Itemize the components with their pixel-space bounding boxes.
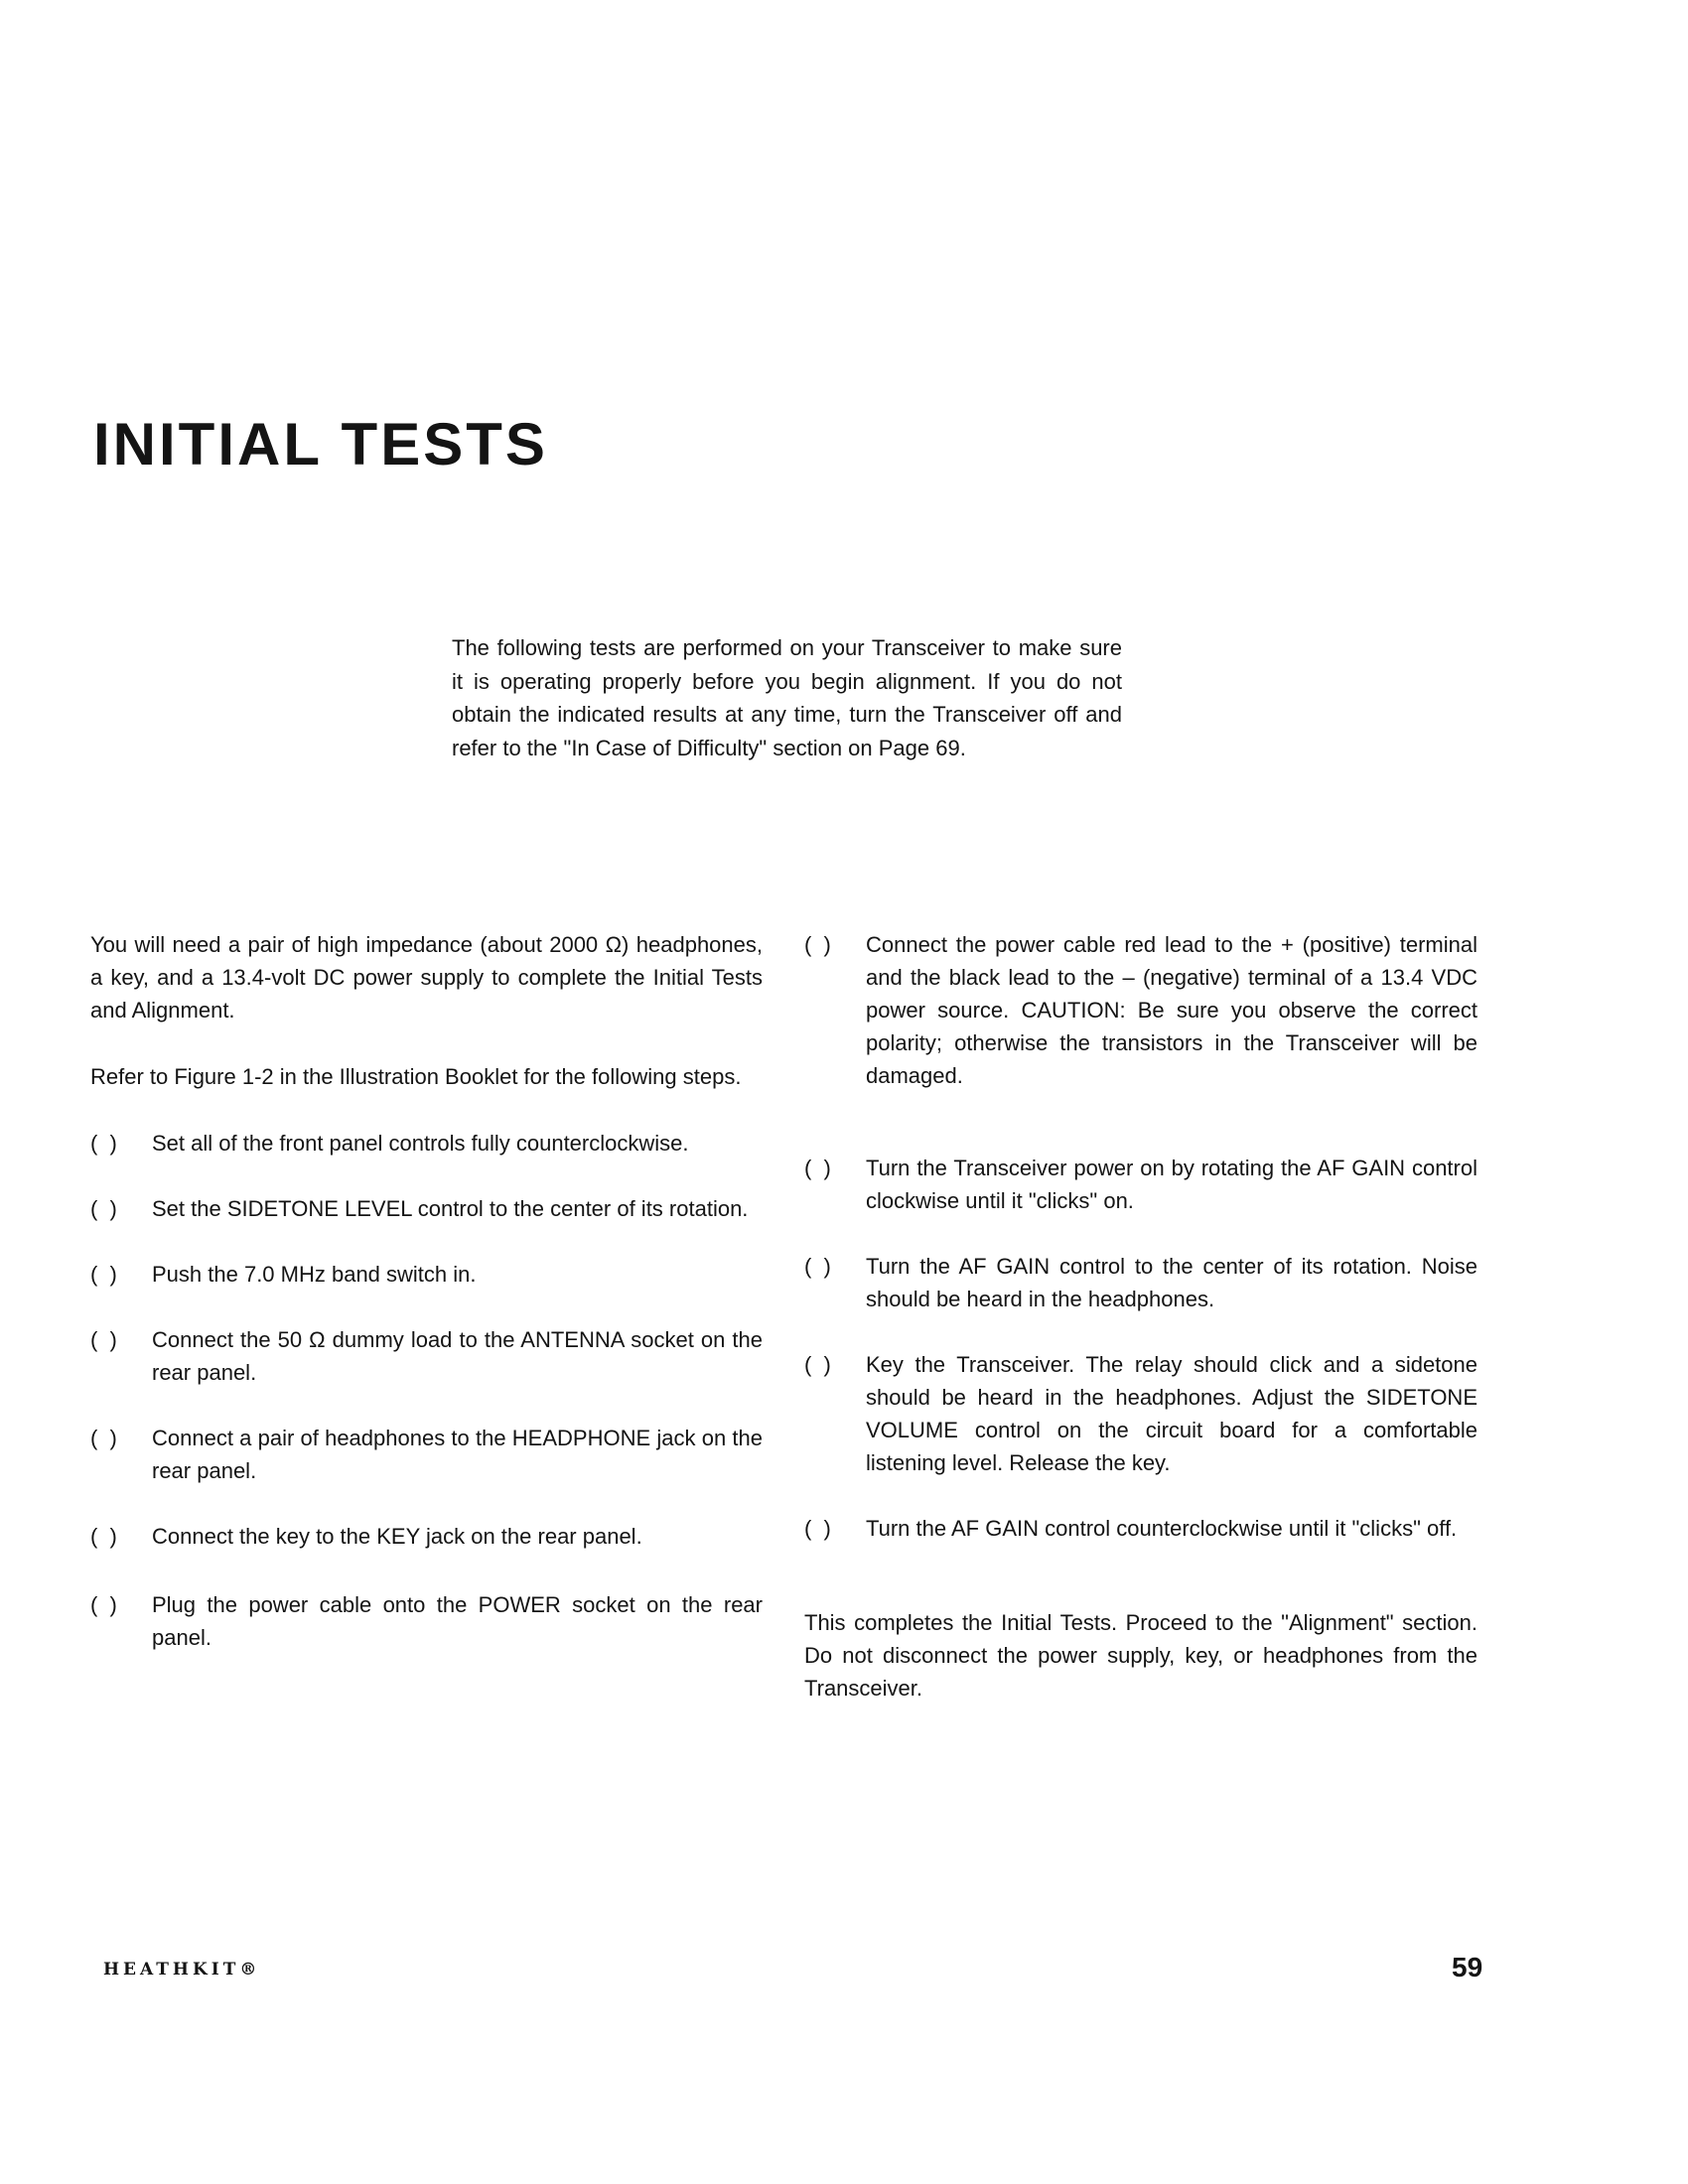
checkbox[interactable]: ( ) [90, 1262, 117, 1287]
step-text: Key the Transceiver. The relay should click and a sidetone should be heard in the headphones. Adjust the SIDETONE VOLUME control on the circuit board for a comfortable listening level. Release the key. [866, 1352, 1477, 1475]
checkbox[interactable]: ( ) [90, 1327, 117, 1352]
step-text: Connect a pair of headphones to the HEADPHONE jack on the rear panel. [152, 1426, 763, 1483]
intro-paragraph: The following tests are performed on your Transceiver to make sure it is operating properly before you begin alignment. If you do not obtain the indicated results at any time, turn the Transceiver off and refer to the "In Case of Difficulty" section on Page 69. [452, 635, 1122, 760]
closing-paragraph: This completes the Initial Tests. Proceed to the "Alignment" section. Do not disconnect the power supply, key, or headphones from the Transceiver. [804, 1610, 1477, 1701]
checklist-step [90, 1422, 763, 1487]
step-text: Connect the key to the KEY jack on the rear panel. [152, 1524, 642, 1549]
checkbox[interactable]: ( ) [90, 1426, 117, 1450]
heathkit-logo: HEATHKIT® [103, 1960, 261, 1979]
figure-reference-paragraph: Refer to Figure 1-2 in the Illustration Booklet for the following steps. [90, 1064, 742, 1089]
checklist-step [804, 928, 1477, 1092]
step-text: Push the 7.0 MHz band switch in. [152, 1262, 477, 1287]
step-text: Turn the Transceiver power on by rotating the AF GAIN control clockwise until it "clicks" on. [866, 1156, 1477, 1213]
step-text: Set all of the front panel controls fully counterclockwise. [152, 1131, 689, 1156]
checklist-step [804, 1348, 1477, 1479]
checklist-step [90, 1192, 763, 1225]
step-text: Connect the 50 Ω dummy load to the ANTENNA socket on the rear panel. [152, 1327, 763, 1385]
left-column [90, 928, 763, 1654]
page-title: INITIAL TESTS [93, 411, 548, 478]
checklist-step [804, 1152, 1477, 1217]
checkbox[interactable]: ( ) [90, 1524, 117, 1549]
checkbox[interactable]: ( ) [90, 1131, 117, 1156]
step-text: Turn the AF GAIN control counterclockwise until it "clicks" off. [866, 1516, 1458, 1541]
step-text: Plug the power cable onto the POWER socket on the rear panel. [152, 1592, 763, 1650]
page-number: 59 [1452, 1952, 1483, 1982]
checklist-step [804, 1250, 1477, 1315]
checkbox[interactable]: ( ) [90, 1592, 117, 1617]
checklist-step [90, 1588, 763, 1654]
checkbox[interactable]: ( ) [804, 1156, 831, 1180]
checklist-step [90, 1520, 763, 1553]
checklist-step [90, 1258, 763, 1291]
checklist-step [90, 1127, 763, 1160]
checkbox[interactable]: ( ) [804, 1254, 831, 1279]
checkbox[interactable]: ( ) [804, 1352, 831, 1377]
checklist-step [804, 1512, 1477, 1545]
step-text: Connect the power cable red lead to the + (positive) terminal and the black lead to the – (negative) terminal of a 13.4 VDC power source. CAUTION: Be sure you observe the correct polarity; otherwise the transistors in the Transceiver will be damaged. [866, 932, 1477, 1088]
checkbox[interactable]: ( ) [804, 1516, 831, 1541]
checkbox[interactable]: ( ) [804, 932, 831, 957]
requirements-paragraph: You will need a pair of high impedance (about 2000 Ω) headphones, a key, and a 13.4-volt DC power supply to complete the Initial Tests and Alignment. [90, 932, 763, 1023]
step-text: Set the SIDETONE LEVEL control to the center of its rotation. [152, 1196, 749, 1221]
right-column [804, 928, 1477, 1705]
checkbox[interactable]: ( ) [90, 1196, 117, 1221]
checklist-step [90, 1323, 763, 1389]
step-text: Turn the AF GAIN control to the center of its rotation. Noise should be heard in the headphones. [866, 1254, 1477, 1311]
